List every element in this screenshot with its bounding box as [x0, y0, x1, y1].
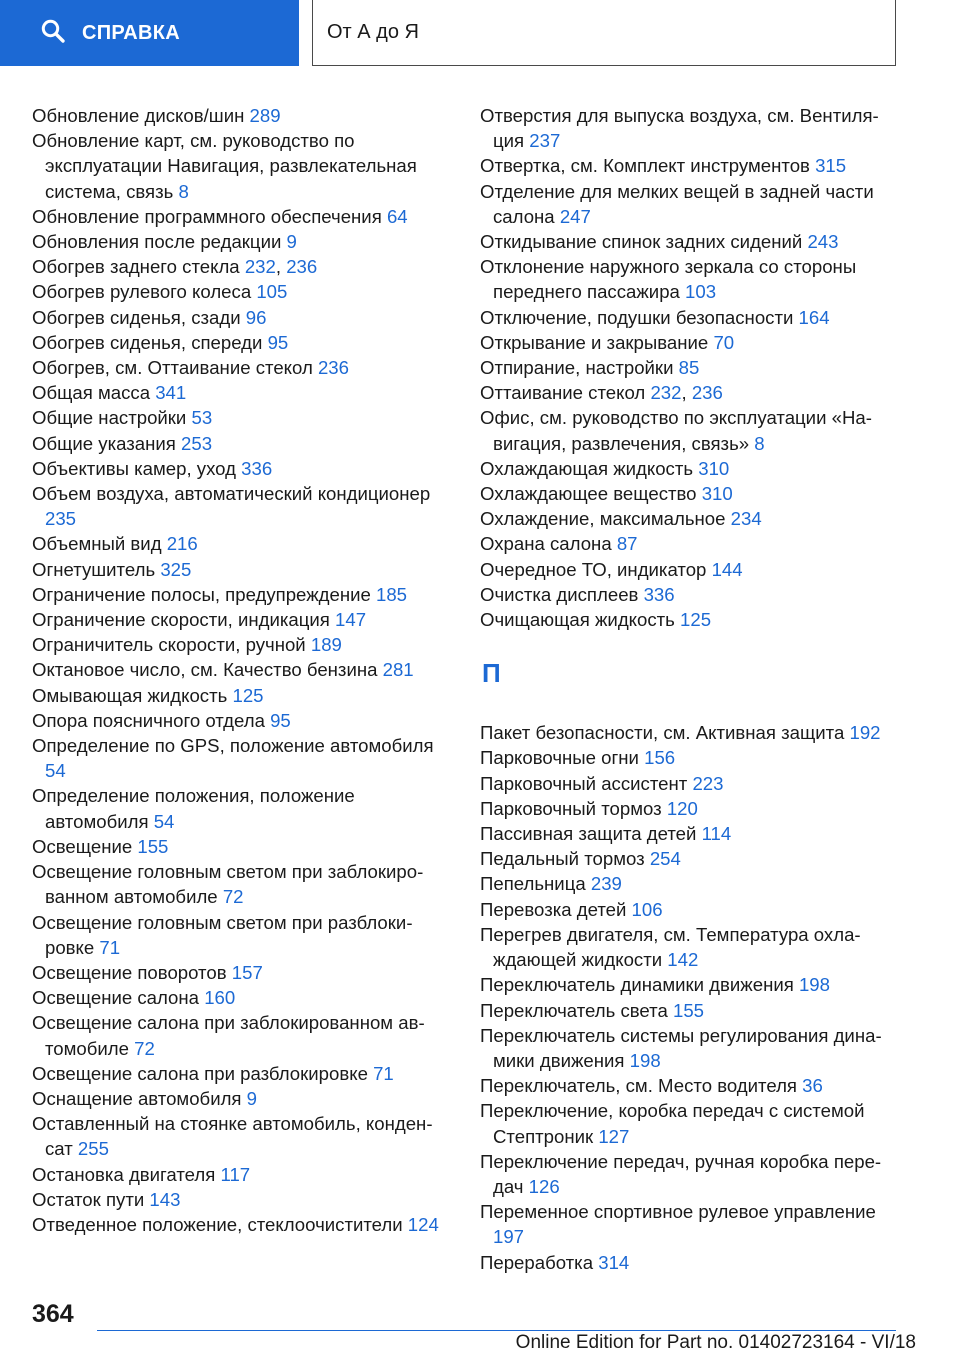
index-entry: [32, 632, 452, 657]
page-link[interactable]: 156: [644, 747, 676, 769]
page-link[interactable]: 234: [730, 508, 762, 530]
index-entry-text: Переключатель системы регулирования динамики движения: [480, 1024, 882, 1071]
page-link[interactable]: 53: [191, 407, 213, 429]
index-entry: [32, 1162, 452, 1187]
page-link[interactable]: 341: [155, 382, 187, 404]
index-entry: [32, 733, 452, 783]
index-entry-text: Переключатель, см. Место водителя: [480, 1075, 797, 1097]
page-link[interactable]: 71: [373, 1062, 394, 1084]
page-link[interactable]: 232: [244, 256, 276, 278]
page-link[interactable]: 126: [528, 1175, 560, 1197]
page-link[interactable]: 216: [166, 533, 198, 555]
index-entry-text: Оттаивание стекол: [480, 382, 646, 404]
page-link[interactable]: 120: [666, 797, 698, 819]
page-link[interactable]: 223: [692, 772, 724, 794]
page-link[interactable]: 85: [678, 357, 700, 379]
page-link[interactable]: 254: [649, 848, 681, 870]
index-entry-text: Опора поясничного отдела: [32, 709, 265, 731]
page-link[interactable]: 125: [232, 684, 264, 706]
index-entry-text: Оставленный на стоянке автомобиль, конденсат: [32, 1113, 433, 1160]
page-link[interactable]: 237: [529, 130, 561, 152]
page-link[interactable]: 247: [559, 205, 591, 227]
page-link[interactable]: 160: [204, 987, 236, 1009]
index-entry: [480, 405, 900, 455]
index-entry: [32, 1010, 452, 1060]
index-entry: [480, 720, 900, 745]
help-tab-button[interactable]: [0, 0, 299, 66]
section-title-box: [312, 0, 896, 66]
index-entry-text: Переключение, коробка передач с системой Стептроник: [480, 1100, 865, 1147]
index-entry: [480, 1098, 900, 1148]
index-entry-text: Перегрев двигателя, см. Температура охлаждающей жидкости: [480, 923, 861, 971]
index-entry-text: Обогрев сиденья, сзади: [32, 306, 241, 328]
page-link[interactable]: 95: [267, 331, 289, 353]
page-link[interactable]: 142: [667, 949, 699, 971]
index-entry-text: Освещение салона: [32, 987, 200, 1009]
index-entry-text: Ограничение полосы, предупреждение: [32, 583, 371, 605]
index-entry-text: Переработка: [480, 1251, 594, 1273]
index-entry-text: Освещение головным светом при разблокировке: [32, 911, 413, 958]
page-link[interactable]: 36: [802, 1075, 823, 1097]
index-entry-text: Парковочный ассистент: [480, 772, 688, 794]
index-entry-text: Обновления после редакции: [32, 231, 282, 253]
index-entry-text: Омывающая жидкость: [32, 684, 228, 706]
footer-divider: [97, 1330, 896, 1331]
index-entry-text: Объективы камер, уход: [32, 457, 236, 479]
page-link[interactable]: 155: [137, 835, 169, 857]
index-entry-text: Октановое число, см. Качество бензина: [32, 659, 378, 681]
page-link[interactable]: 103: [685, 281, 717, 303]
index-entry-text: Отделение для мелких вещей в задней части салона: [480, 180, 874, 227]
index-entry-text: Огнетушитель: [32, 558, 156, 580]
index-entry-text: Определение положения, положение автомобиля: [32, 785, 355, 832]
page-link[interactable]: 54: [153, 810, 175, 832]
index-entry: [480, 821, 900, 846]
index-entry: [480, 103, 900, 153]
index-entry-text: Обновление карт, см. руководство по эксплуатации Навигация, развлекательная система, связь: [32, 130, 417, 202]
index-entry: [32, 355, 452, 380]
index-entry-text: Определение по GPS, положение автомобиля: [32, 735, 434, 757]
index-entry: [480, 481, 900, 506]
index-entry-text: Освещение поворотов: [32, 961, 227, 983]
page-link[interactable]: 243: [807, 231, 839, 253]
index-entry: [32, 960, 452, 985]
page-link[interactable]: 235: [45, 508, 77, 530]
section-title: От А до Я: [327, 21, 419, 43]
index-entry: [32, 1212, 452, 1237]
index-entry: [480, 1199, 900, 1249]
index-entry: [32, 229, 452, 254]
index-entry-text: Откидывание спинок задних сидений: [480, 231, 803, 253]
index-entry-text: Ограничение скорости, индикация: [32, 609, 330, 631]
index-entry-text: Обновление программного обеспечения: [32, 205, 382, 227]
index-entry-text: Отклонение наружного зеркала со стороны переднего пассажира: [480, 256, 857, 303]
index-entry: [480, 355, 900, 380]
index-entry: [32, 305, 452, 330]
index-entry-text: Обогрев, см. Оттаивание стекол: [32, 357, 313, 379]
index-entry-text: Общие настройки: [32, 407, 187, 429]
page-link[interactable]: 9: [286, 231, 297, 253]
index-entry: [32, 708, 452, 733]
help-tab-label: СПРАВКА: [82, 21, 181, 44]
index-entry-text: Пассивная защита детей: [480, 823, 697, 845]
index-entry: [32, 910, 452, 960]
index-entry-text: Открывание и закрывание: [480, 331, 709, 353]
page-link[interactable]: 325: [160, 558, 192, 580]
page-link[interactable]: 8: [754, 432, 765, 454]
index-entry-text: Общая масса: [32, 382, 151, 404]
index-group-o: [480, 103, 900, 632]
page-link[interactable]: 253: [181, 432, 213, 454]
index-entry-text: Отведенное положение, стеклоочистители: [32, 1213, 403, 1235]
index-entry: [480, 229, 900, 254]
index-entry: [480, 897, 900, 922]
page-link[interactable]: 236: [317, 357, 349, 379]
index-entry: [480, 972, 900, 997]
page-link[interactable]: 127: [598, 1125, 630, 1147]
index-entry-text: Отверстия для выпуска воздуха, см. Вентиляция: [480, 105, 879, 152]
index-entry: [480, 846, 900, 871]
index-entry: [480, 557, 900, 582]
page-link[interactable]: 144: [711, 558, 743, 580]
index-entry-text: Объем воздуха, автоматический кондиционер: [32, 483, 431, 505]
section-letter: П: [482, 658, 501, 689]
index-entry-text: Парковочный тормоз: [480, 797, 662, 819]
page-link[interactable]: 70: [713, 331, 735, 353]
page-link[interactable]: 164: [798, 306, 830, 328]
index-entry: [480, 305, 900, 330]
index-entry-text: Охлаждающее вещество: [480, 483, 697, 505]
page-link[interactable]: 314: [598, 1251, 630, 1273]
index-entry-text: Охлаждающая жидкость: [480, 457, 694, 479]
index-entry: [32, 380, 452, 405]
index-entry: [32, 859, 452, 909]
index-entry: [32, 1061, 452, 1086]
index-entry: [480, 1073, 900, 1098]
index-entry-text: Пакет безопасности, см. Активная защита: [480, 722, 845, 744]
page-link[interactable]: 232: [650, 382, 682, 404]
index-entry-text: Перевозка детей: [480, 898, 627, 920]
index-column-left: [32, 103, 452, 1237]
page-link[interactable]: 106: [631, 898, 663, 920]
index-entry: Оттаивание стекол 232, 236: [480, 382, 723, 404]
index-entry-text: Объемный вид: [32, 533, 162, 555]
index-entry: [32, 582, 452, 607]
page-link[interactable]: 239: [590, 873, 622, 895]
index-entry: [480, 771, 900, 796]
page-link[interactable]: 336: [643, 583, 675, 605]
index-entry: [480, 330, 900, 355]
index-entry: [32, 128, 452, 204]
page-link[interactable]: 198: [798, 974, 830, 996]
index-entry: [480, 1149, 900, 1199]
index-entry-text: Обогрев рулевого колеса: [32, 281, 252, 303]
index-group-p: [480, 720, 900, 1274]
page-link[interactable]: 310: [701, 483, 733, 505]
page-link[interactable]: 189: [310, 634, 342, 656]
index-entry-text: Отключение, подушки безопасности: [480, 306, 794, 328]
page-link[interactable]: 198: [629, 1049, 661, 1071]
page-link[interactable]: 289: [249, 105, 281, 126]
index-entry-text: Педальный тормоз: [480, 848, 645, 870]
index-entry-text: Освещение: [32, 835, 133, 857]
index-entry-text: Обогрев сиденья, спереди: [32, 331, 263, 353]
page-link[interactable]: 124: [407, 1213, 439, 1235]
index-entry-text: Охрана салона: [480, 533, 612, 555]
page-link[interactable]: 95: [270, 709, 291, 731]
index-entry-text: Очистка дисплеев: [480, 583, 639, 605]
index-entry-text: Очищающая жидкость: [480, 609, 675, 631]
index-entry: [480, 796, 900, 821]
edition-footer: Online Edition for Part no. 01402723164 - VI/18: [515, 1332, 916, 1353]
page-link[interactable]: 105: [256, 281, 288, 303]
index-entry: [480, 998, 900, 1023]
index-entry: [480, 153, 900, 178]
index-entry-text: Остановка двигателя: [32, 1163, 216, 1185]
index-entry: [32, 557, 452, 582]
index-entry-text: Охлаждение, максимальное: [480, 508, 726, 530]
page-link[interactable]: 125: [680, 609, 712, 631]
index-entry: [480, 607, 900, 632]
page-link[interactable]: 72: [134, 1037, 155, 1059]
index-entry-text: Ограничитель скорости, ручной: [32, 634, 306, 656]
page-link[interactable]: 87: [616, 533, 638, 555]
index-entry: [32, 783, 452, 833]
index-entry: [32, 330, 452, 355]
index-entry-text: Очередное ТО, индикатор: [480, 558, 707, 580]
index-entry-text: Освещение салона при разблокировке: [32, 1062, 368, 1084]
index-entry: [480, 456, 900, 481]
index-entry: [32, 481, 452, 531]
page-link[interactable]: 96: [245, 306, 267, 328]
index-entry: Обогрев заднего стекла 232, 236: [32, 256, 318, 278]
index-entry-text: Оснащение автомобиля: [32, 1087, 242, 1109]
page-link[interactable]: 236: [286, 256, 318, 278]
page-link[interactable]: 8: [178, 180, 189, 202]
index-entry: [480, 582, 900, 607]
index-entry-text: Освещение салона при заблокированном автомобиле: [32, 1012, 425, 1059]
page-link[interactable]: 336: [241, 457, 273, 479]
index-entry-text: Освещение головным светом при заблокированном автомобиле: [32, 861, 424, 908]
index-entry: [32, 405, 452, 430]
index-entry-text: Переключение передач, ручная коробка передач: [480, 1150, 882, 1197]
index-entry: [480, 922, 900, 972]
index-entry: [32, 431, 452, 456]
index-entry: [32, 1111, 452, 1161]
page-number: 364: [32, 1300, 74, 1328]
page-link[interactable]: 185: [376, 583, 408, 605]
index-entry: [32, 607, 452, 632]
search-icon: [40, 18, 66, 49]
index-column-right: [480, 103, 900, 1275]
page-link[interactable]: 192: [849, 722, 881, 744]
page-link[interactable]: 310: [698, 457, 730, 479]
page-link[interactable]: 255: [77, 1138, 109, 1160]
page-link[interactable]: 197: [493, 1226, 525, 1248]
index-entry: [32, 657, 452, 682]
page-link[interactable]: 157: [231, 961, 263, 983]
index-entry-text: Отвертка, см. Комплект инструментов: [480, 155, 810, 177]
index-entry: [32, 1086, 452, 1111]
index-entry: [480, 1250, 900, 1275]
index-entry-text: Переменное спортивное рулевое управление: [480, 1201, 876, 1223]
page-link[interactable]: 281: [382, 659, 414, 681]
page-link[interactable]: 71: [99, 936, 121, 958]
index-entry: [480, 531, 900, 556]
page-link[interactable]: 147: [335, 609, 367, 631]
page-link[interactable]: 315: [815, 155, 847, 177]
index-entry-text: Офис, см. руководство по эксплуатации «Навигация, развлечения, связь»: [480, 407, 872, 454]
index-entry-text: Переключатель динамики движения: [480, 974, 794, 996]
index-entry-text: Обогрев заднего стекла: [32, 256, 240, 278]
page-link[interactable]: 114: [701, 823, 732, 845]
page-link[interactable]: 143: [149, 1188, 181, 1210]
page-link[interactable]: 117: [220, 1163, 251, 1185]
index-entry: [32, 531, 452, 556]
index-entry: [480, 871, 900, 896]
index-entry: [480, 254, 900, 304]
index-entry: [32, 683, 452, 708]
page-link[interactable]: 72: [222, 886, 244, 908]
index-entry: [32, 456, 452, 481]
index-entry: [480, 179, 900, 229]
index-entry-text: Отпирание, настройки: [480, 357, 674, 379]
index-entry-text: Остаток пути: [32, 1188, 145, 1210]
index-entry: [32, 1187, 452, 1212]
index-entry-text: Пепельница: [480, 873, 586, 895]
page-link[interactable]: 155: [672, 999, 705, 1021]
index-entry: [32, 204, 452, 229]
index-entry: [480, 1023, 900, 1073]
page-link[interactable]: 54: [45, 760, 66, 782]
page-link[interactable]: 64: [386, 205, 408, 227]
page-link[interactable]: 236: [691, 382, 723, 404]
index-entry: [480, 745, 900, 770]
index-entry: [480, 506, 900, 531]
index-entry: [32, 985, 452, 1010]
index-entry-text: Общие указания: [32, 432, 176, 454]
index-entry-text: Парковочные огни: [480, 747, 639, 769]
index-entry: [32, 103, 452, 128]
index-entry-text: Переключатель света: [480, 999, 668, 1021]
index-entry: [32, 834, 452, 859]
index-entry-text: Обновление дисков/шин: [32, 105, 245, 126]
page-link[interactable]: 9: [246, 1087, 258, 1109]
index-entry: [32, 279, 452, 304]
